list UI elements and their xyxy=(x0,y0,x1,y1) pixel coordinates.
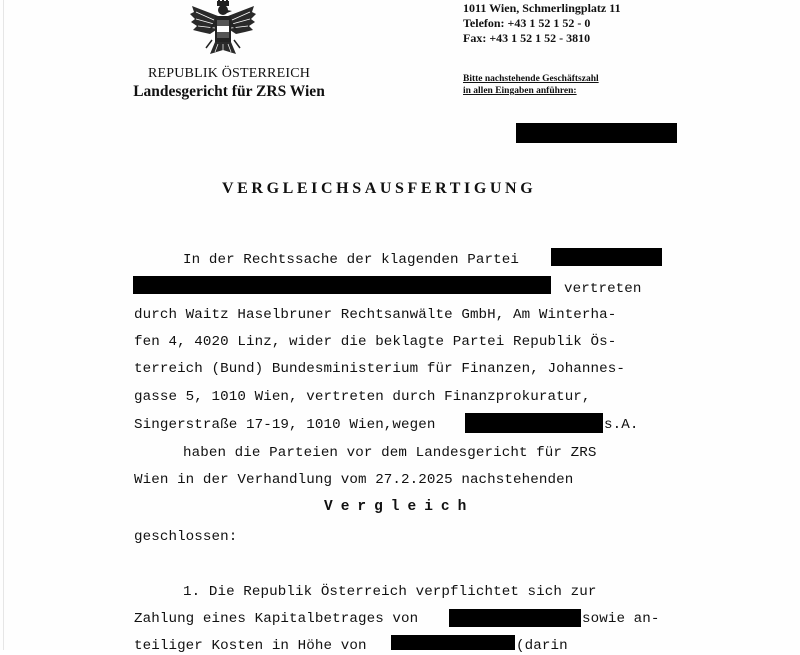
text-line: teiliger Kosten in Höhe von xyxy=(134,638,367,654)
text-line: fen 4, 4020 Linz, wider die beklagte Partei Republik Ös- xyxy=(134,334,617,350)
redacted-subject xyxy=(465,413,603,433)
court-fax: Fax: +43 1 52 1 52 - 3810 xyxy=(463,31,591,45)
coat-of-arms-icon xyxy=(188,0,258,60)
redacted-plaintiff-address xyxy=(133,276,551,294)
redacted-capital-amount xyxy=(449,609,581,627)
text-line: haben die Parteien vor dem Landesgericht für ZRS xyxy=(183,445,597,461)
text-line: gasse 5, 1010 Wien, vertreten durch Finanzprokuratur, xyxy=(134,389,591,405)
reference-note-line-2: in allen Eingaben anführen: xyxy=(463,86,577,96)
redacted-case-number xyxy=(516,123,677,143)
text-line: vertreten xyxy=(564,281,642,297)
court-address: 1011 Wien, Schmerlingplatz 11 xyxy=(463,1,621,15)
text-line: (darin xyxy=(516,638,568,654)
text-line: Zahlung eines Kapitalbetrages von xyxy=(134,611,419,627)
court-name: Landesgericht für ZRS Wien xyxy=(133,83,325,100)
republic-label: REPUBLIK ÖSTERREICH xyxy=(147,66,311,81)
court-phone: Telefon: +43 1 52 1 52 - 0 xyxy=(463,16,591,30)
reference-note-line-1: Bitte nachstehende Geschäftszahl xyxy=(463,74,599,84)
text-line: Singerstraße 17-19, 1010 Wien,wegen xyxy=(134,417,436,433)
redacted-plaintiff xyxy=(551,248,662,266)
redacted-costs-amount xyxy=(391,635,515,650)
text-line: geschlossen: xyxy=(134,529,238,545)
text-line: terreich (Bund) Bundesministerium für Finanzen, Johannes- xyxy=(134,361,625,377)
text-line: In der Rechtssache der klagenden Partei xyxy=(183,252,519,268)
text-line: s.A. xyxy=(604,417,639,433)
text-line: 1. Die Republik Österreich verpflichtet sich zur xyxy=(183,584,597,600)
document-title: VERGLEICHSAUSFERTIGUNG xyxy=(222,180,537,197)
text-line: durch Waitz Haselbruner Rechtsanwälte GmbH, Am Winterha- xyxy=(134,307,617,323)
page-edge xyxy=(3,0,4,650)
text-line: Wien in der Verhandlung vom 27.2.2025 nachstehenden xyxy=(134,472,574,488)
section-heading: Vergleich xyxy=(324,499,475,515)
text-line: sowie an- xyxy=(582,611,660,627)
